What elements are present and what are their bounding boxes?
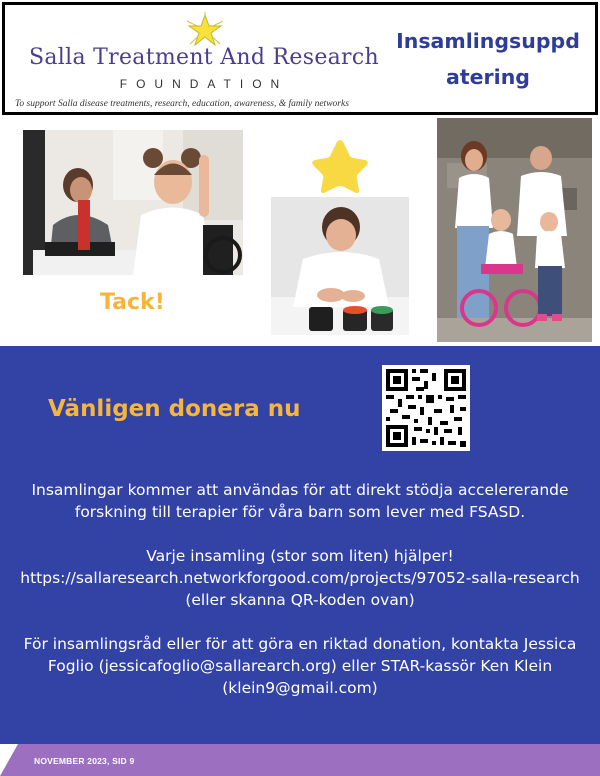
- donation-panel: [0, 346, 600, 744]
- logo-subtitle: FOUNDATION: [119, 77, 289, 91]
- page-title-line-2: atering: [446, 65, 530, 89]
- page-title-line-1: Insamlingsuppd: [396, 29, 580, 53]
- photo-girl-with-helper: [23, 130, 243, 275]
- logo-star-icon: [184, 11, 226, 49]
- logo-tagline: To support Salla disease treatments, research, education, awareness, & family networks: [15, 99, 349, 109]
- body-paragraph-2: Varje insamling (stor som liten) hjälper! https://sallaresearch.networkforgood.com/projects/97052-salla-research (eller skanna QR-koden ovan): [20, 547, 580, 609]
- donate-heading: Vänligen donera nu: [48, 396, 301, 422]
- body-paragraph-3: För insamlingsråd eller för att göra en riktad donation, kontakta Jessica Foglio (jessicafoglio@sallarearch.org) eller STAR-kassör Ken Klein (klein9@gmail.com): [23, 635, 577, 697]
- photo-family: [437, 118, 592, 342]
- footer-date-page: NOVEMBER 2023, SID 9: [34, 756, 135, 766]
- donation-body: [20, 479, 580, 721]
- yellow-star-icon: [309, 137, 371, 195]
- qr-code[interactable]: [382, 365, 470, 451]
- logo-title: Salla Treatment And Research: [29, 45, 379, 70]
- page-footer: [0, 744, 600, 776]
- thank-you-text: Tack!: [100, 290, 165, 315]
- body-paragraph-1: Insamlingar kommer att användas för att direkt stödja accelererande forskning till terapier för våra barn som lever med FSASD.: [31, 481, 569, 521]
- header-box: [2, 2, 598, 115]
- page-title: [375, 23, 600, 95]
- photo-person-with-caps: [271, 197, 409, 335]
- foundation-logo: [12, 9, 396, 112]
